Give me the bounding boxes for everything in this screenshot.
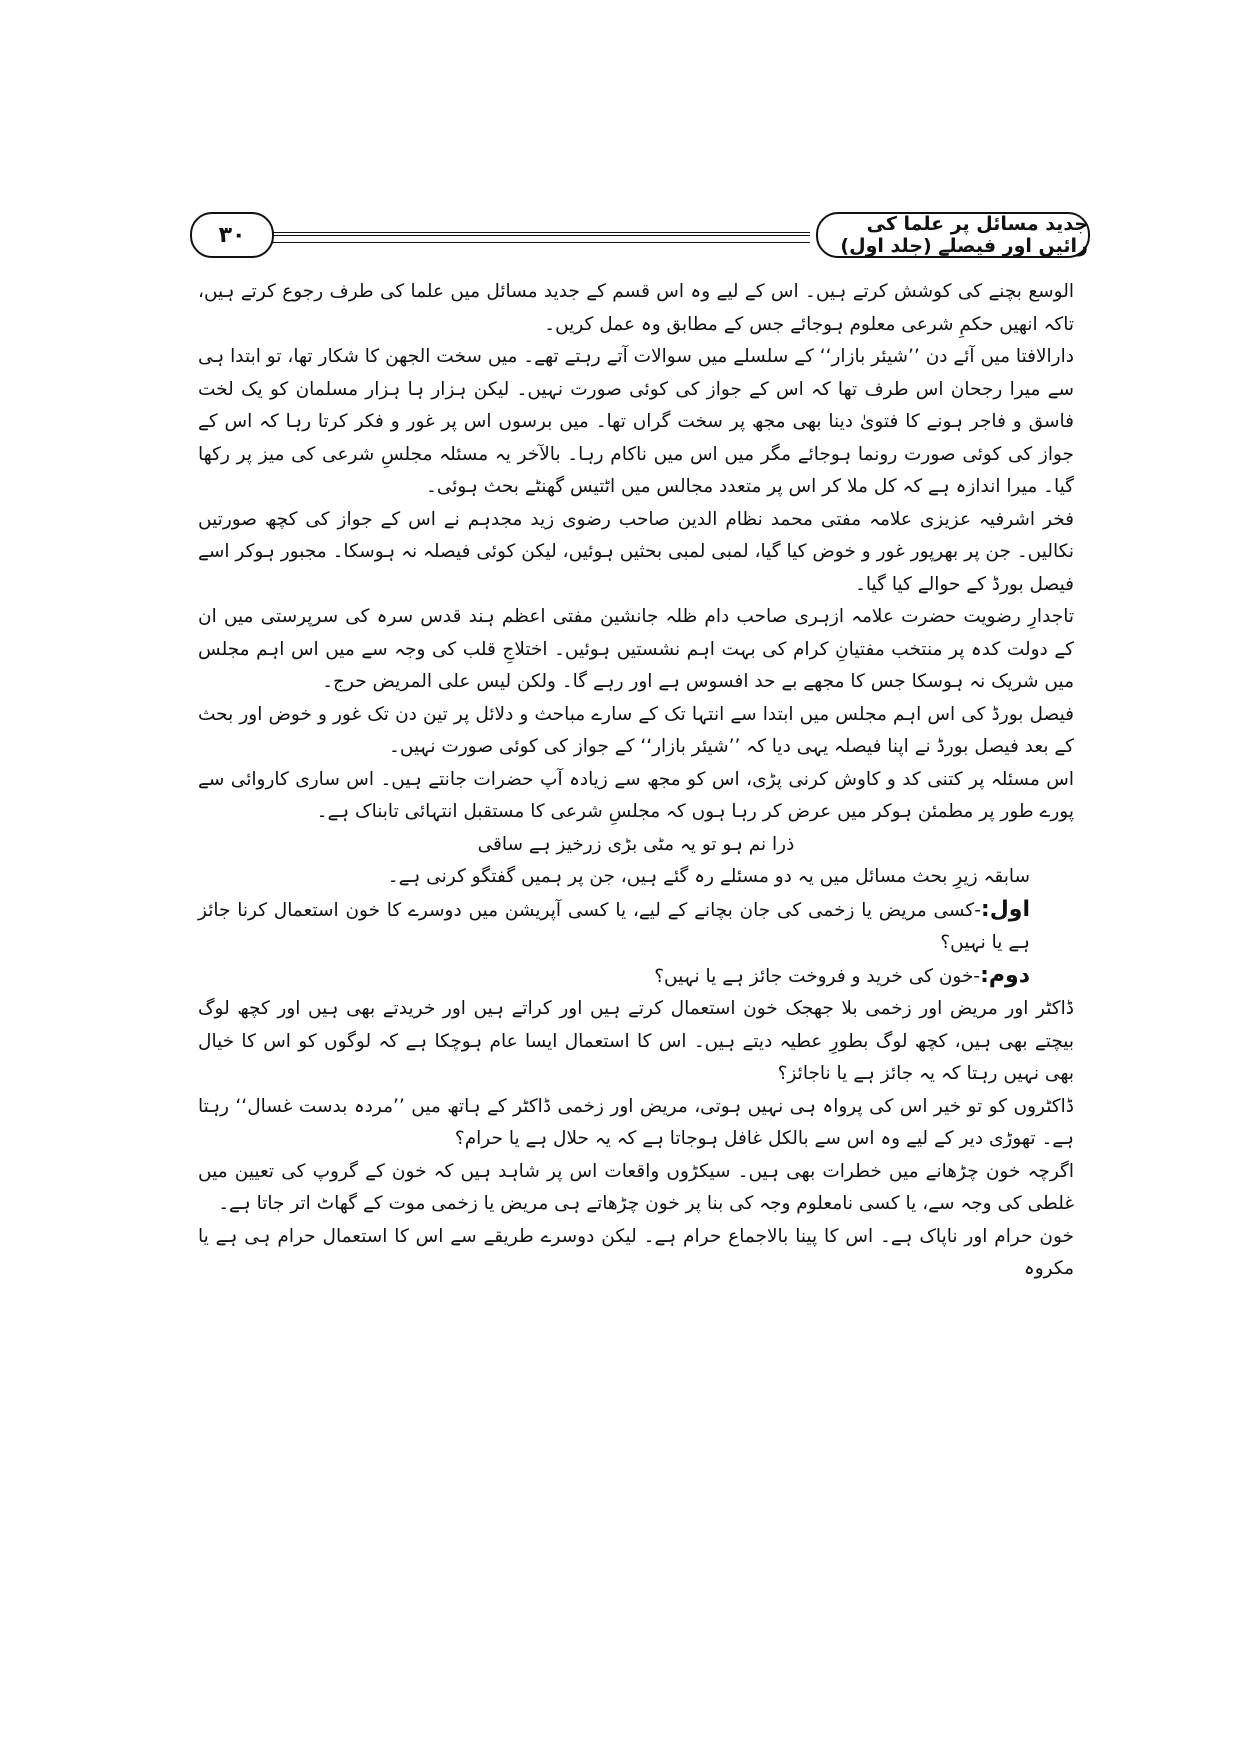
question-text: -خون کی خرید و فروخت جائز ہے یا نہیں؟ <box>654 965 981 987</box>
header-thin-rule <box>270 242 810 243</box>
paragraph: خون حرام اور ناپاک ہے۔ اس کا پینا بالاجماع حرام ہے۔ لیکن دوسرے طریقے سے اس کا استعمال حرام ہی ہے یا مکروہ <box>198 1225 1074 1279</box>
paragraph: اگرچہ خون چڑھانے میں خطرات بھی ہیں۔ سیکڑوں واقعات اس پر شاہد ہیں کہ خون کے گروپ کی تعیین میں غلطی کی وجہ سے، یا کسی نامعلوم وجہ کی بنا پر خون چڑھاتے ہی مریض یا زخمی موت کے گھاٹ اتر جاتا ہے۔ <box>198 1160 1074 1214</box>
question-label: دوم: <box>980 962 1030 988</box>
paragraph: فیصل بورڈ کی اس اہم مجلس میں ابتدا سے انتہا تک کے سارے مباحث و دلائل پر تین دن تک غور و خوض اور بحث کے بعد فیصل بورڈ نے اپنا فیصلہ یہی دیا کہ ’’شیئر بازار‘‘ کے جواز کی کوئی صورت نہیں۔ <box>198 703 1074 757</box>
poetry-verse: ذرا نم ہو تو یہ مٹی بڑی زرخیز ہے ساقی <box>477 833 795 855</box>
question-label: اول: <box>980 896 1030 922</box>
question-text: -کسی مریض یا زخمی کی جان بچانے کے لیے، یا کسی آپریشن میں دوسرے کا خون استعمال کرنا جائز ہے یا نہیں؟ <box>198 899 1030 953</box>
paragraph: ڈاکٹر اور مریض اور زخمی بلا جھجک خون استعمال کرتے ہیں اور کراتے ہیں اور خریدتے بھی ہیں اور کچھ لوگ بیچتے بھی ہیں، کچھ لوگ بطورِ عطیہ دیتے ہیں۔ اس کا استعمال ایسا عام ہوچکا ہے کہ لوگوں کو اس کا خیال بھی نہیں رہتا کہ یہ جائز ہے یا ناجائز؟ <box>198 998 1074 1084</box>
intro-line: سابقہ زیرِ بحث مسائل میں یہ دو مسئلے رہ گئے ہیں، جن پر ہمیں گفتگو کرنی ہے۔ <box>387 866 1030 887</box>
question-second <box>198 960 1074 994</box>
header-double-rule <box>270 232 810 236</box>
paragraph: اس مسئلہ پر کتنی کد و کاوش کرنی پڑی، اس کو مجھ سے زیادہ آپ حضرات جانتے ہیں۔ اس ساری کاروائی سے پورے طور پر مطمئن ہوکر میں عرض کر رہا ہوں کہ مجلسِ شرعی کا مستقبل انتہائی تابناک ہے۔ <box>198 768 1074 822</box>
page-number: ۳۰ <box>190 212 274 258</box>
book-title: جدید مسائل پر علما کی رائیں اور فیصلے (جلد اول) <box>816 212 1090 258</box>
paragraph: الوسع بچنے کی کوشش کرتے ہیں۔ اس کے لیے وہ اس قسم کے جدید مسائل میں علما کی طرف رجوع کرتے ہیں، تاکہ انھیں حکمِ شرعی معلوم ہوجائے جس کے مطابق وہ عمل کریں۔ <box>198 281 1074 335</box>
paragraph: دارالافتا میں آئے دن ’’شیئر بازار‘‘ کے سلسلے میں سوالات آتے رہتے تھے۔ میں سخت الجھن کا شکار تھا، تو ابتدا ہی سے میرا رجحان اس طرف تھا کہ اس کے جواز کی کوئی صورت نہیں۔ لیکن ہزار ہا ہزار مسلمان کو یک لخت فاسق و فاجر ہونے کا فتویٰ دینا بھی مجھ پر سخت گراں تھا۔ میں برسوں اس پر غور و فکر کرتا رہا کہ اس کے جواز کی کوئی صورت رونما ہوجائے مگر میں اس میں ناکام رہا۔ بالآخر یہ مسئلہ مجلسِ شرعی کی میز پر رکھا گیا۔ میرا اندازہ ہے کہ کل ملا کر اس پر متعدد مجالس میں اٹتیس گھنٹے بحث ہوئی۔ <box>198 346 1074 497</box>
paragraph: ڈاکٹروں کو تو خیر اس کی پرواہ ہی نہیں ہوتی، مریض اور زخمی ڈاکٹر کے ہاتھ میں ’’مردہ بدست غسال‘‘ رہتا ہے۔ تھوڑی دیر کے لیے وہ اس سے بالکل غافل ہوجاتا ہے کہ یہ حلال ہے یا حرام؟ <box>198 1095 1074 1149</box>
paragraph: فخر اشرفیہ عزیزی علامہ مفتی محمد نظام الدین صاحب رضوی زید مجدہم نے اس کے جواز کی کچھ صورتیں نکالیں۔ جن پر بھرپور غور و خوض کیا گیا، لمبی لمبی بحثیں ہوئیں، لیکن کوئی فیصلہ نہ ہوسکا۔ مجبور ہوکر اسے فیصل بورڈ کے حوالے کیا گیا۔ <box>198 508 1074 595</box>
paragraph: تاجدارِ رضویت حضرت علامہ ازہری صاحب دام ظلہ جانشین مفتی اعظم ہند قدس سرہ کی سرپرستی میں ان کے دولت کدہ پر منتخب مفتیانِ کرام کی بہت اہم نشستیں ہوئیں۔ اختلاجِ قلب کی وجہ سے میں اس اہم مجلس میں شریک نہ ہوسکا جس کا مجھے بے حد افسوس ہے اور رہے گا۔ ولکن لیس علی المریض حرج۔ <box>198 606 1074 692</box>
running-header <box>190 210 1090 260</box>
question-first <box>198 894 1074 960</box>
body-text <box>198 276 1074 1286</box>
